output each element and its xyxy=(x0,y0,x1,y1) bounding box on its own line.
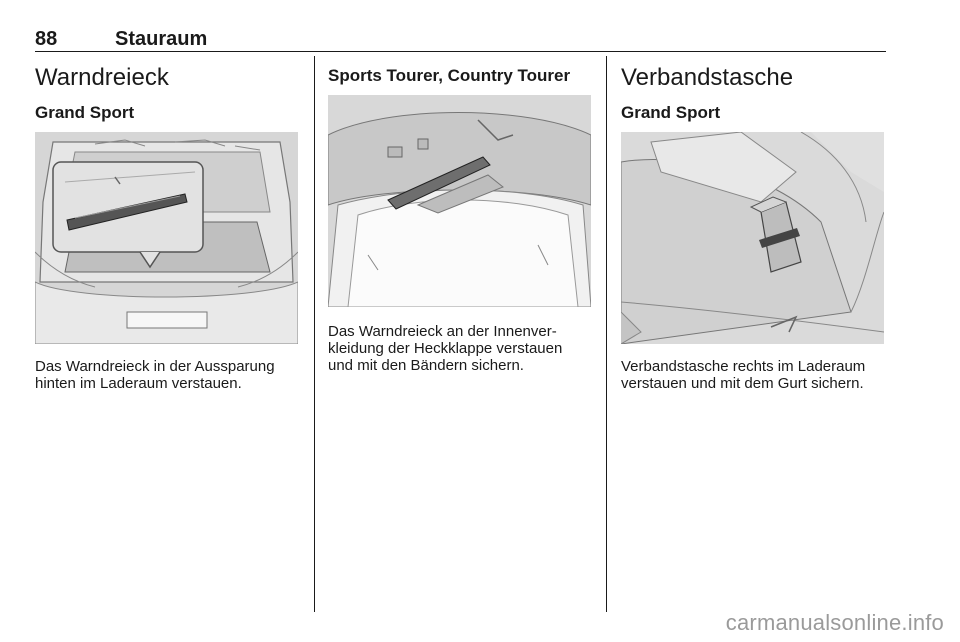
chapter-title: Stauraum xyxy=(115,28,208,50)
caption-left xyxy=(35,358,275,392)
caption-line: Das Warndreieck an der Innenver- xyxy=(328,323,557,340)
column-divider-2 xyxy=(606,56,607,612)
subheading-grand-sport-right: Grand Sport xyxy=(621,103,721,122)
caption-right xyxy=(621,358,865,392)
figure-first-aid-kit xyxy=(621,132,884,344)
caption-line: und mit den Bändern sichern. xyxy=(328,357,524,374)
tailgate-illustration xyxy=(328,95,591,307)
caption-line: Verbandstasche rechts im Laderaum xyxy=(621,358,866,375)
subheading-sports-tourer: Sports Tourer, Country Tourer xyxy=(328,66,571,85)
section-heading-verbandstasche: Verbandstasche xyxy=(621,64,794,91)
page-header xyxy=(35,28,885,50)
section-heading-warndreieck: Warndreieck xyxy=(35,64,169,91)
header-rule xyxy=(35,51,886,52)
first-aid-kit-illustration xyxy=(621,132,884,344)
trunk-illustration xyxy=(35,132,298,344)
column-divider-1 xyxy=(314,56,315,612)
subheading-grand-sport: Grand Sport xyxy=(35,103,135,122)
caption-line: hinten im Laderaum verstauen. xyxy=(35,375,242,392)
figure-tailgate-warning-triangle xyxy=(328,95,591,307)
caption-line: kleidung der Heckklappe verstauen xyxy=(328,340,563,357)
caption-line: Das Warndreieck in der Aussparung xyxy=(35,358,275,375)
caption-middle xyxy=(328,323,562,374)
caption-line: verstauen und mit dem Gurt sichern. xyxy=(621,375,864,392)
figure-trunk-warning-triangle xyxy=(35,132,298,344)
watermark: carmanualsonline.info xyxy=(725,610,944,635)
page-number: 88 xyxy=(35,28,58,50)
